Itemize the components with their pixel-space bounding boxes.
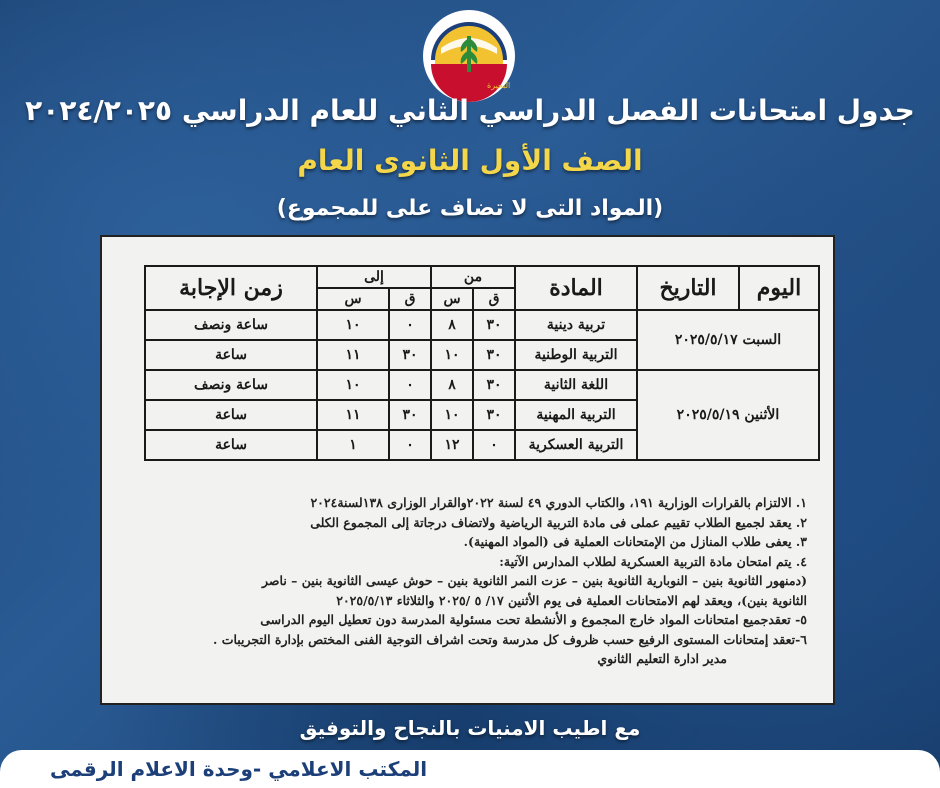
- duration-cell: ساعة: [145, 430, 317, 460]
- to-hour-cell: ١١: [317, 340, 389, 370]
- governorate-logo: [421, 8, 517, 104]
- from-hour-cell: ٨: [431, 310, 473, 340]
- exam-schedule-title: جدول امتحانات الفصل الدراسي الثاني للعام الدراسي ٢٠٢٤/٢٠٢٥: [25, 94, 915, 127]
- to-minute-cell: ٠: [389, 370, 431, 400]
- note-line: ٥- تعقدجميع امتحانات المواد خارج المجموع و الأنشطة تحت مسئولية المدرسة دون تعطيل اليوم الدراسى: [260, 612, 807, 627]
- note-line: (دمنهور الثانوية بنين – النوبارية الثانوية بنين – عزت النمر الثانوية بنين – حوش عيسى الثانوية بنين – ناصر: [262, 573, 807, 588]
- col-day: اليوم: [739, 266, 819, 310]
- subject-cell: التربية العسكرية: [515, 430, 637, 460]
- col-subject: المادة: [515, 266, 637, 310]
- subject-cell: اللغة الثانية: [515, 370, 637, 400]
- from-minute-header: ق: [473, 288, 515, 310]
- footer-bar: [0, 750, 940, 788]
- to-minute-cell: ٠: [389, 310, 431, 340]
- duration-cell: ساعة ونصف: [145, 310, 317, 340]
- from-minute-cell: ٣٠: [473, 370, 515, 400]
- from-minute-cell: ٣٠: [473, 400, 515, 430]
- subtitle: (المواد التى لا تضاف على للمجموع): [276, 196, 664, 221]
- subject-cell: التربية الوطنية: [515, 340, 637, 370]
- note-line: الثانوية بنين)، ويعقد لهم الامتحانات العملية فى يوم الأثنين ١٧/ ٥ /٢٠٢٥ والثلاثاء ٢٠٢٥/٥/١٣: [336, 592, 807, 608]
- duration-cell: ساعة ونصف: [145, 370, 317, 400]
- to-hour-cell: ١١: [317, 400, 389, 430]
- to-minute-cell: ٣٠: [389, 400, 431, 430]
- day-date-cell: السبت ٢٠٢٥/٥/١٧: [637, 310, 819, 370]
- notes-list: [128, 493, 807, 669]
- to-hour-cell: ١٠: [317, 370, 389, 400]
- col-from: من: [431, 266, 515, 288]
- wishes-text: مع اطيب الامنيات بالنجاح والتوفيق: [299, 716, 641, 740]
- note-line: ٦-تعقد إمتحانات المستوى الرفيع حسب ظروف كل مدرسة وتحت اشراف التوجية الفنى المختص بإدارة التجريبات .: [213, 631, 807, 647]
- from-hour-cell: ١٠: [431, 400, 473, 430]
- subject-cell: تربية دينية: [515, 310, 637, 340]
- from-minute-cell: ٣٠: [473, 310, 515, 340]
- table-row: [145, 370, 819, 400]
- note-line: ٤. يتم امتحان مادة التربية العسكرية لطلاب المدارس الآتية:: [499, 553, 807, 569]
- note-line: ١. الالتزام بالقرارات الوزارية ١٩١، والكتاب الدوري ٤٩ لسنة ٢٠٢٢والقرار الوزارى ١٣٨لسنة٢٠٢٤: [310, 495, 807, 510]
- subject-cell: التربية المهنية: [515, 400, 637, 430]
- footer-text: المكتب الاعلامي -وحدة الاعلام الرقمى: [50, 757, 428, 781]
- day-date-cell: الأثنين ٢٠٢٥/٥/١٩: [637, 370, 819, 460]
- duration-cell: ساعة: [145, 340, 317, 370]
- duration-cell: ساعة: [145, 400, 317, 430]
- from-hour-cell: ٨: [431, 370, 473, 400]
- to-hour-cell: ١: [317, 430, 389, 460]
- scanned-schedule-document: [100, 235, 835, 705]
- to-minute-cell: ٣٠: [389, 340, 431, 370]
- to-minute-header: ق: [389, 288, 431, 310]
- from-hour-header: س: [431, 288, 473, 310]
- from-minute-cell: ٣٠: [473, 340, 515, 370]
- note-signature: مدير ادارة التعليم الثانوي: [597, 651, 727, 666]
- from-minute-cell: ٠: [473, 430, 515, 460]
- table-row: [145, 310, 819, 340]
- grade-title: الصف الأول الثانوى العام: [297, 144, 643, 177]
- to-hour-header: س: [317, 288, 389, 310]
- schedule-table: [144, 265, 820, 461]
- col-duration: زمن الإجابة: [145, 266, 317, 310]
- note-line: ٣. يعفى طلاب المنازل من الإمتحانات العملية فى (المواد المهنية).: [463, 534, 807, 549]
- to-minute-cell: ٠: [389, 430, 431, 460]
- from-hour-cell: ١٠: [431, 340, 473, 370]
- note-line: ٢. يعقد لجميع الطلاب تقييم عملى فى مادة التربية الرياضية ولاتضاف درجاتة إلى المجموع الكلى: [310, 514, 807, 530]
- svg-text:البحيرة: البحيرة: [487, 81, 511, 90]
- to-hour-cell: ١٠: [317, 310, 389, 340]
- col-to: إلى: [317, 266, 431, 288]
- from-hour-cell: ١٢: [431, 430, 473, 460]
- col-date: التاريخ: [637, 266, 739, 310]
